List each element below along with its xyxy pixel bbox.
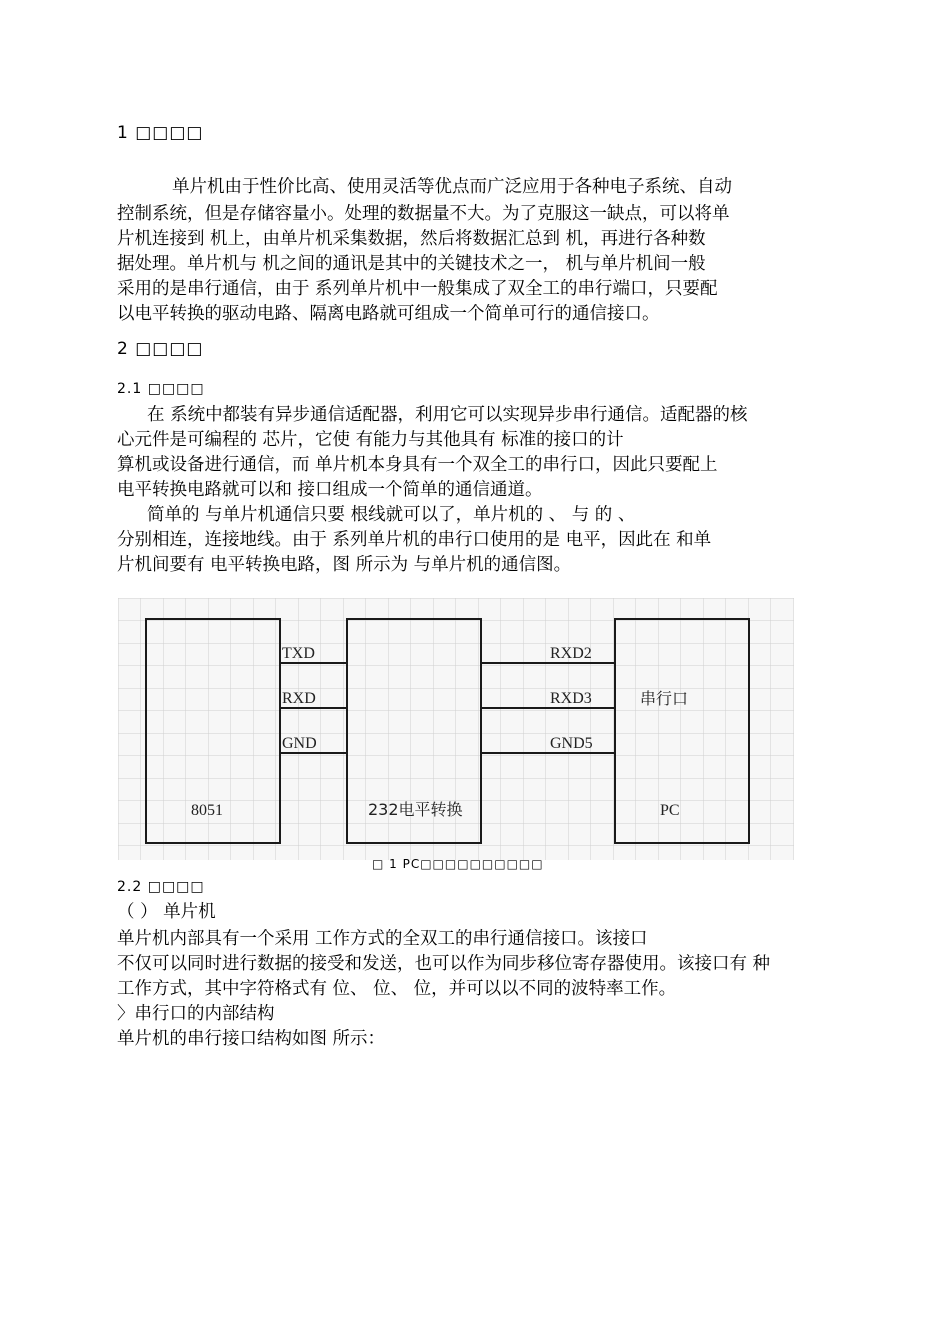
paragraph-line: 以电平转换的驱动电路、隔离电路就可组成一个简单可行的通信接口。 — [117, 304, 660, 324]
paragraph-line: 片机连接到 机上，由单片机采集数据，然后将数据汇总到 机，再进行各种数 — [117, 229, 706, 249]
subsection-a: （ ） 单片机 — [117, 902, 216, 922]
paragraph-line: 心元件是可编程的 芯片，它使 有能力与其他具有 标准的接口的计 — [117, 430, 624, 450]
connection-diagram — [118, 598, 794, 860]
pin-label-gnd5: GND5 — [550, 735, 593, 752]
paragraph-line: 片机间要有 电平转换电路，图 所示为 与单片机的通信图。 — [117, 555, 572, 575]
block-label-pc: PC — [660, 802, 680, 819]
block-label-232: 232电平转换 — [368, 800, 463, 819]
pin-label-rxd3: RXD3 — [550, 690, 592, 707]
paragraph-line: 分别相连，连接地线。由于 系列单片机的串行口使用的是 电平，因此在 和单 — [117, 530, 712, 550]
paragraph-line: 简单的 与单片机通信只要 根线就可以了，单片机的 、 与 的 、 — [147, 505, 636, 525]
pin-label-txd: TXD — [282, 645, 315, 662]
paragraph-line: 据处理。单片机与 机之间的通讯是其中的关键技术之一， 机与单片机间一般 — [117, 254, 706, 274]
paragraph-line: 单片机由于性价比高、使用灵活等优点而广泛应用于各种电子系统、自动 — [172, 177, 732, 197]
subsection-b: 〉串行口的内部结构 — [117, 1004, 275, 1024]
block-label-8051: 8051 — [191, 802, 223, 819]
grid-lines — [118, 598, 794, 860]
paragraph-line: 电平转换电路就可以和 接口组成一个简单的通信通道。 — [117, 480, 543, 500]
figure-caption: □ 1 PC□□□□□□□□□□ — [372, 857, 544, 871]
pin-label-rxd2: RXD2 — [550, 645, 592, 662]
paragraph-line: 在 系统中都装有异步通信适配器，利用它可以实现异步串行通信。适配器的核 — [147, 405, 748, 425]
paragraph-line: 工作方式，其中字符格式有 位、 位、 位，并可以以不同的波特率工作。 — [117, 979, 677, 999]
pin-label-rxd: RXD — [282, 690, 316, 707]
pin-label-gnd: GND — [282, 735, 317, 752]
paragraph-line: 单片机内部具有一个采用 工作方式的全双工的串行通信接口。该接口 — [117, 929, 648, 949]
paragraph-line: 控制系统，但是存储容量小。处理的数据量不大。为了克服这一缺点，可以将单 — [117, 204, 730, 224]
paragraph-line: 算机或设备进行通信，而 单片机本身具有一个双全工的串行口，因此只要配上 — [117, 455, 718, 475]
paragraph-line: 采用的是串行通信，由于 系列单片机中一般集成了双全工的串行端口，只要配 — [117, 279, 718, 299]
section-2-2-heading: 2.2 □□□□ — [117, 879, 205, 895]
paragraph-line: 不仅可以同时进行数据的接受和发送，也可以作为同步移位寄存器使用。该接口有 种 — [117, 954, 771, 974]
paragraph-line: 单片机的串行接口结构如图 所示： — [117, 1029, 386, 1049]
section-2-1-heading: 2.1 □□□□ — [117, 381, 205, 397]
pc-serial-port-label: 串行口 — [640, 689, 689, 708]
section-1-heading: 1 □□□□ — [117, 123, 204, 143]
section-2-heading: 2 □□□□ — [117, 339, 204, 359]
